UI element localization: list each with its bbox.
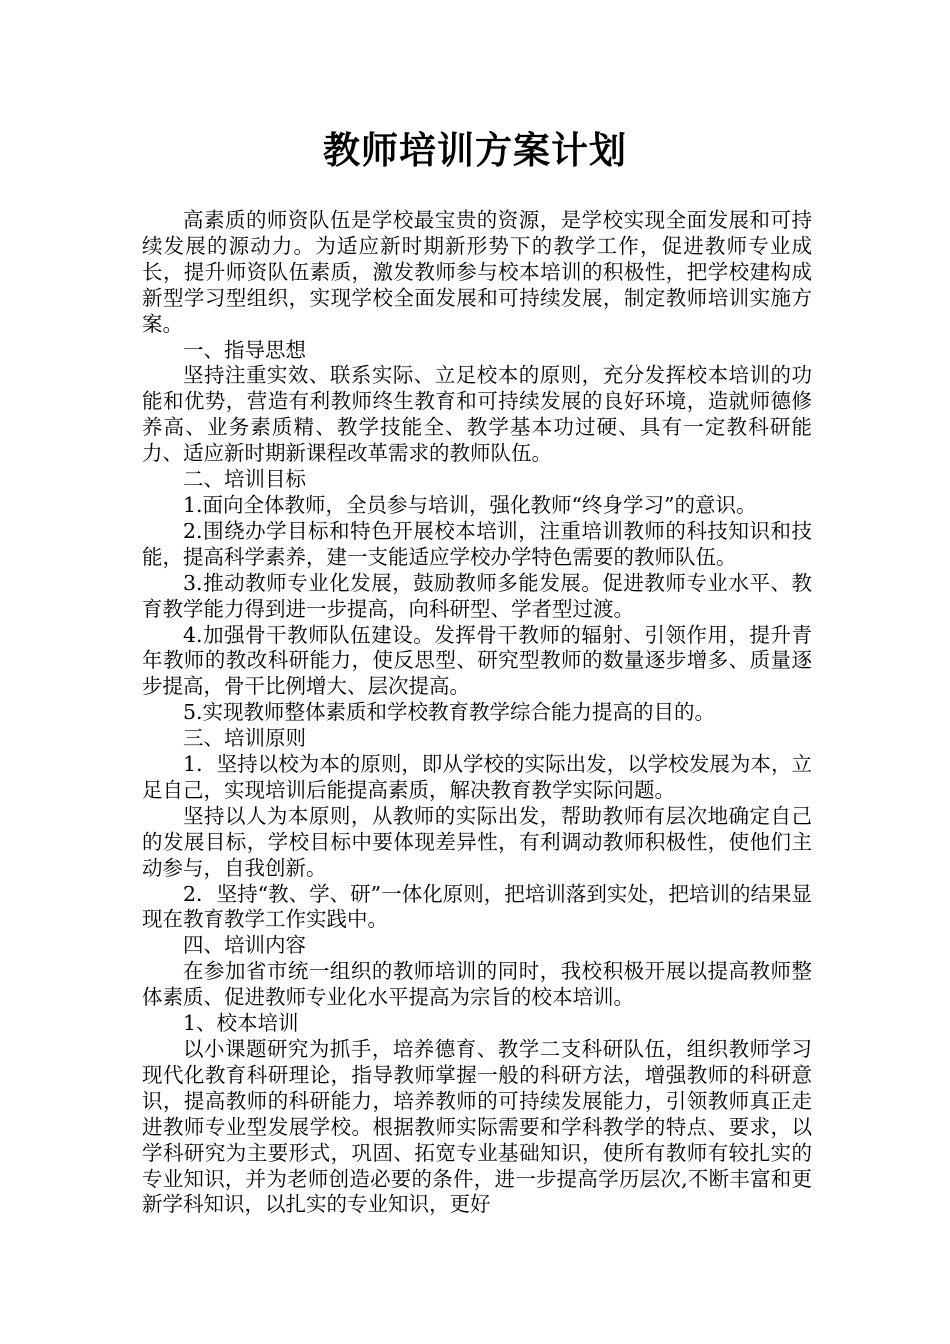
subheading-school-based-training: 1、校本培训 — [183, 1011, 299, 1036]
paragraph-school-based-training: 以小课题研究为抓手，培养德育、教学二支科研队伍，组织教师学习现代化教育科研理论，指导教师掌握一般的科研方法，增强教师的科研意识，提高教师的科研能力，培养教师的可持续发展能力，引领教师真正走进教师专业型发展学校。根据教师实际需要和学科教学的特点、要求，以学科研究为主要形式，巩固、拓宽专业基础知识，使所有教师有较扎实的专业知识，并为老师创造必要的条件，进一步提高学历层次,不断丰富和更新学科知识，以扎实的专业知识，更好 — [142, 1037, 812, 1217]
goal-item-1: 1.面向全体教师，全员参与培训，强化教师“终身学习”的意识。 — [183, 492, 757, 517]
goal-item-2: 2.围绕办学目标和特色开展校本培训，注重培训教师的科技知识和技能，提高科学素养，建一支能适应学校办学特色需要的教师队伍。 — [142, 518, 812, 569]
section-heading-training-goals: 二、培训目标 — [183, 467, 306, 492]
document-title: 教师培训方案计划 — [323, 128, 627, 172]
section-heading-training-principles: 三、培训原则 — [183, 726, 306, 751]
document-body — [142, 208, 812, 1218]
paragraph-training-content: 在参加省市统一组织的教师培训的同时，我校积极开展以提高教师整体素质、促进教师专业化水平提高为宗旨的校本培训。 — [142, 959, 812, 1010]
paragraph-guiding-thought: 坚持注重实效、联系实际、立足校本的原则，充分发挥校本培训的功能和优势，营造有利教师终生教育和可持续发展的良好环境，造就师德修养高、业务素质精、教学技能全、教学基本功过硬、具有一定教科研能力、适应新时期新课程改革需求的教师队伍。 — [142, 363, 812, 466]
section-heading-training-content: 四、培训内容 — [183, 933, 306, 958]
goal-item-4: 4.加强骨干教师队伍建设。发挥骨干教师的辐射、引领作用，提升青年教师的教改科研能力，使反思型、研究型教师的数量逐步增多、质量逐步提高，骨干比例增大、层次提高。 — [142, 622, 812, 699]
goal-item-3: 3.推动教师专业化发展，鼓励教师多能发展。促进教师专业水平、教育教学能力得到进一步提高，向科研型、学者型过渡。 — [142, 570, 812, 621]
paragraph-intro: 高素质的师资队伍是学校最宝贵的资源，是学校实现全面发展和可持续发展的源动力。为适应新时期新形势下的教学工作，促进教师专业成长，提升师资队伍素质，激发教师参与校本培训的积极性，把学校建构成新型学习型组织，实现学校全面发展和可持续发展，制定教师培训实施方案。 — [142, 208, 812, 336]
principle-paragraph-people-oriented: 坚持以人为本原则，从教师的实际出发，帮助教师有层次地确定自己的发展目标，学校目标中要体现差异性，有利调动教师积极性，使他们主动参与，自我创新。 — [142, 803, 812, 880]
principle-item-2: 2．坚持“教、学、研”一体化原则，把培训落到实处，把培训的结果显现在教育教学工作实践中。 — [142, 881, 812, 932]
principle-item-1: 1．坚持以校为本的原则，即从学校的实际出发，以学校发展为本，立足自己，实现培训后能提高素质，解决教育教学实际问题。 — [142, 752, 812, 802]
section-heading-guiding-thought: 一、指导思想 — [183, 337, 306, 362]
goal-item-5: 5.实现教师整体素质和学校教育教学综合能力提高的目的。 — [183, 700, 716, 725]
